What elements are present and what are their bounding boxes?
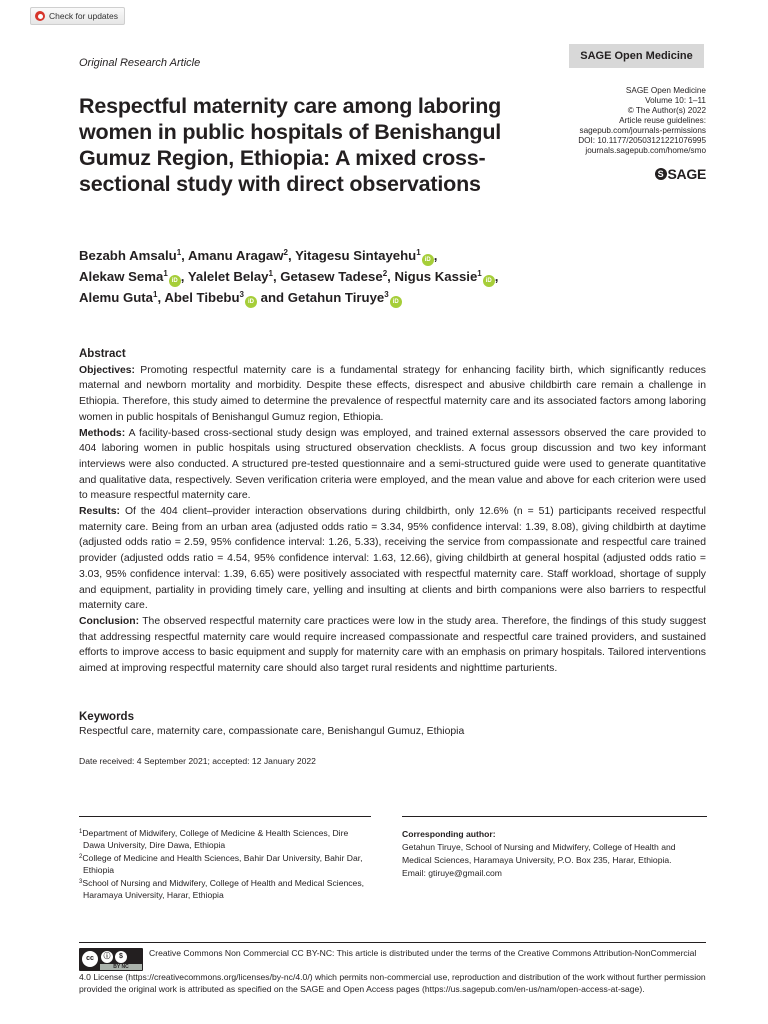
sage-logo <box>655 166 706 182</box>
affiliation-item: $^1$Department of Midwifery, College of Medicine & Health Sciences, Dire Dawa University, Dire Dawa, Ethiopia <box>79 828 349 850</box>
keywords-text: Respectful care, maternity care, compassionate care, Benishangul Gumuz, Ethiopia <box>79 726 465 737</box>
methods-text: A facility-based cross-sectional study design was employed, and trained external assessors observed the care provided to 404 laboring women in public hospitals using structured observation checklists. A focus group discussion and two key informant interviews were also conducted. A structured pre-tested questionnaire and a semi-structured guide were used to generate quantitative and qualitative data, respectively. Seven verification criteria were employed, and the mean value and above for each criterion were used to measure respectful maternity care. <box>79 427 706 502</box>
methods-label: Methods: <box>79 427 126 439</box>
orcid-icon[interactable]: iD <box>390 296 402 308</box>
corresponding-author <box>402 828 707 880</box>
cc-icon: cc <box>82 951 98 967</box>
license-divider <box>79 942 706 943</box>
journal-meta <box>578 86 706 156</box>
abstract-heading: Abstract <box>79 348 126 360</box>
author-separator: , <box>387 269 395 284</box>
orcid-icon[interactable]: iD <box>483 275 495 287</box>
author-name[interactable]: Nigus Kassie <box>394 269 478 284</box>
affiliations <box>79 828 369 903</box>
abstract-objectives <box>79 363 706 426</box>
author-name[interactable]: Abel Tibebu <box>164 290 240 305</box>
non-commercial-icon: $ <box>115 951 127 963</box>
author-affiliation-mark: 3 <box>239 290 244 299</box>
author-separator: , <box>181 248 189 263</box>
author-separator: , <box>157 290 165 305</box>
cc-by-nc-badge-icon[interactable] <box>79 948 143 971</box>
conclusion-text: The observed respectful maternity care practices were low in the study area. Therefore, the findings of this study suggest that addressing respectful maternity care would require increased compassionate and respectful care trained providers, and sustained efforts to improve access to basic equipment and supply for maternity care with an emphasis on primary hospitals. Tailored interventions aimed at improving respectful maternity care should also target rural residents and nighttime parturients. <box>79 615 706 675</box>
author-affiliation-mark: 1 <box>153 290 158 299</box>
sage-logo-text: SAGE <box>667 166 706 182</box>
crossmark-icon <box>35 11 45 21</box>
author-name[interactable]: Bezabh Amsalu <box>79 248 177 263</box>
reuse-link[interactable]: sagepub.com/journals-permissions <box>579 126 706 135</box>
author-separator: , <box>494 269 499 284</box>
cc-badge-strip: BY NC <box>100 964 142 970</box>
journal-name-box: SAGE Open Medicine <box>569 44 704 68</box>
sage-mark-icon: S <box>655 168 667 180</box>
corresponding-heading: Corresponding author: <box>402 829 496 839</box>
author-name[interactable]: Alekaw Sema <box>79 269 164 284</box>
author-name[interactable]: Alemu Guta <box>79 290 154 305</box>
results-text: Of the 404 client–provider interaction observations during childbirth, only 12.6% (n = 51) participants received respectful maternity care. Being from an urban area (adjusted odds ratio = 3.34, 95% confidence interval: 1.39, 8.08), giving childbirth at daytime (adjusted odds ratio = 2.59, 95% confidence interval: 1.26, 5.33), receiving the service from compassionate and respectful care trained provider (adjusted odds ratio = 4.54, 95% confidence interval: 1.63, 12.66), giving childbirth at general hospital (adjusted odds ratio = 3.03, 95% confidence interval: 1.39, 6.65) were positively associated with respectful maternity care. Staff workload, shortage of supply and equipment, partiality in providing timely care, yelling and insulting at clients and birth companions were also barriers to respectful maternity care. <box>79 506 706 612</box>
journal-link[interactable]: journals.sagepub.com/home/smo <box>585 146 706 155</box>
meta-line: Volume 10: 1–11 <box>645 96 706 105</box>
author-separator: , <box>272 269 281 284</box>
corresponding-address: Getahun Tiruye, School of Nursing and Midwifery, College of Health and Medical Sciences, Haramaya University, P.O. Box 235, Harar, Ethiopia. <box>402 842 676 865</box>
orcid-icon[interactable]: iD <box>169 275 181 287</box>
attribution-icon: ⓘ <box>101 951 113 963</box>
author-name[interactable]: Getasew Tadese <box>280 269 383 284</box>
abstract <box>79 347 706 677</box>
author-separator: , <box>433 248 438 263</box>
author-affiliation-mark: 1 <box>176 248 182 257</box>
author-affiliation-mark: 1 <box>416 248 421 257</box>
conclusion-label: Conclusion: <box>79 615 140 627</box>
divider-left <box>79 816 371 817</box>
check-for-updates-label: Check for updates <box>49 11 118 21</box>
author-separator: , <box>180 269 188 284</box>
objectives-text: Promoting respectful maternity care is a fundamental strategy for enhancing facility birth, which significantly reduces maternal and newborn mortality and morbidity. Despite these effects, disrespect and abusive childbirth care remain a challenge in Ethiopia. Therefore, this study aimed to determine the prevalence of respectful maternity care and its associated factors among laboring women in public hospitals of Benishangul Gumuz region, Ethiopia. <box>79 364 706 423</box>
article-type: Original Research Article <box>79 57 201 69</box>
doi[interactable]: DOI: 10.1177/20503121221076995 <box>578 136 706 145</box>
author-name[interactable]: Yitagesu Sintayehu <box>295 248 417 263</box>
check-for-updates-button[interactable] <box>30 7 125 25</box>
author-name[interactable]: Yalelet Belay <box>187 269 269 284</box>
results-label: Results: <box>79 506 120 518</box>
affiliation-item: $^2$College of Medicine and Health Sciences, Bahir Dar University, Bahir Dar, Ethiopia <box>79 853 363 875</box>
author-name[interactable]: Amanu Aragaw <box>188 248 284 263</box>
dates-text: Date received: 4 September 2021; accepted: 12 January 2022 <box>79 756 316 766</box>
affiliation-item: $^3$School of Nursing and Midwifery, College of Health and Medical Sciences, Haramaya University, Harar, Ethiopia <box>79 878 365 900</box>
meta-line: © The Author(s) 2022 <box>627 106 706 115</box>
keywords-heading: Keywords <box>79 711 134 723</box>
orcid-icon[interactable]: iD <box>245 296 257 308</box>
objectives-label: Objectives: <box>79 364 136 376</box>
author-affiliation-mark: 1 <box>163 269 168 278</box>
license-block <box>79 947 706 996</box>
author-affiliation-mark: 1 <box>477 269 482 278</box>
license-text: Creative Commons Non Commercial CC BY-NC: This article is distributed under the terms of the Creative Commons Attribution-NonCommercial 4.0 License (https://creativecommons.org/licenses/by-nc/4.0/) which permits non-commercial use, reproduction and distribution of the work without further permission provided the original work is attributed as specified on the SAGE and Open Access pages (https://us.sagepub.com/en-us/nam/open-access-at-sage). <box>79 948 706 995</box>
author-affiliation-mark: 2 <box>382 269 388 278</box>
meta-line: Article reuse guidelines: <box>619 116 706 125</box>
meta-line: SAGE Open Medicine <box>625 86 706 95</box>
author-name[interactable]: Getahun Tiruye <box>287 290 385 305</box>
article-title: Respectful maternity care among laboring women in public hospitals of Benishangul Gumuz Region, Ethiopia: A mixed cross-sectional study with direct observations <box>79 94 502 196</box>
divider-right <box>402 816 707 817</box>
author-separator: , <box>287 248 296 263</box>
author-list <box>79 245 599 308</box>
corresponding-email[interactable]: Email: gtiruye@gmail.com <box>402 868 502 878</box>
author-affiliation-mark: 3 <box>384 290 389 299</box>
author-separator: and <box>257 290 288 305</box>
orcid-icon[interactable]: iD <box>422 254 434 266</box>
abstract-methods <box>79 426 706 505</box>
author-affiliation-mark: 2 <box>283 248 288 257</box>
abstract-conclusion <box>79 614 706 677</box>
abstract-results <box>79 504 706 614</box>
author-affiliation-mark: 1 <box>268 269 273 278</box>
